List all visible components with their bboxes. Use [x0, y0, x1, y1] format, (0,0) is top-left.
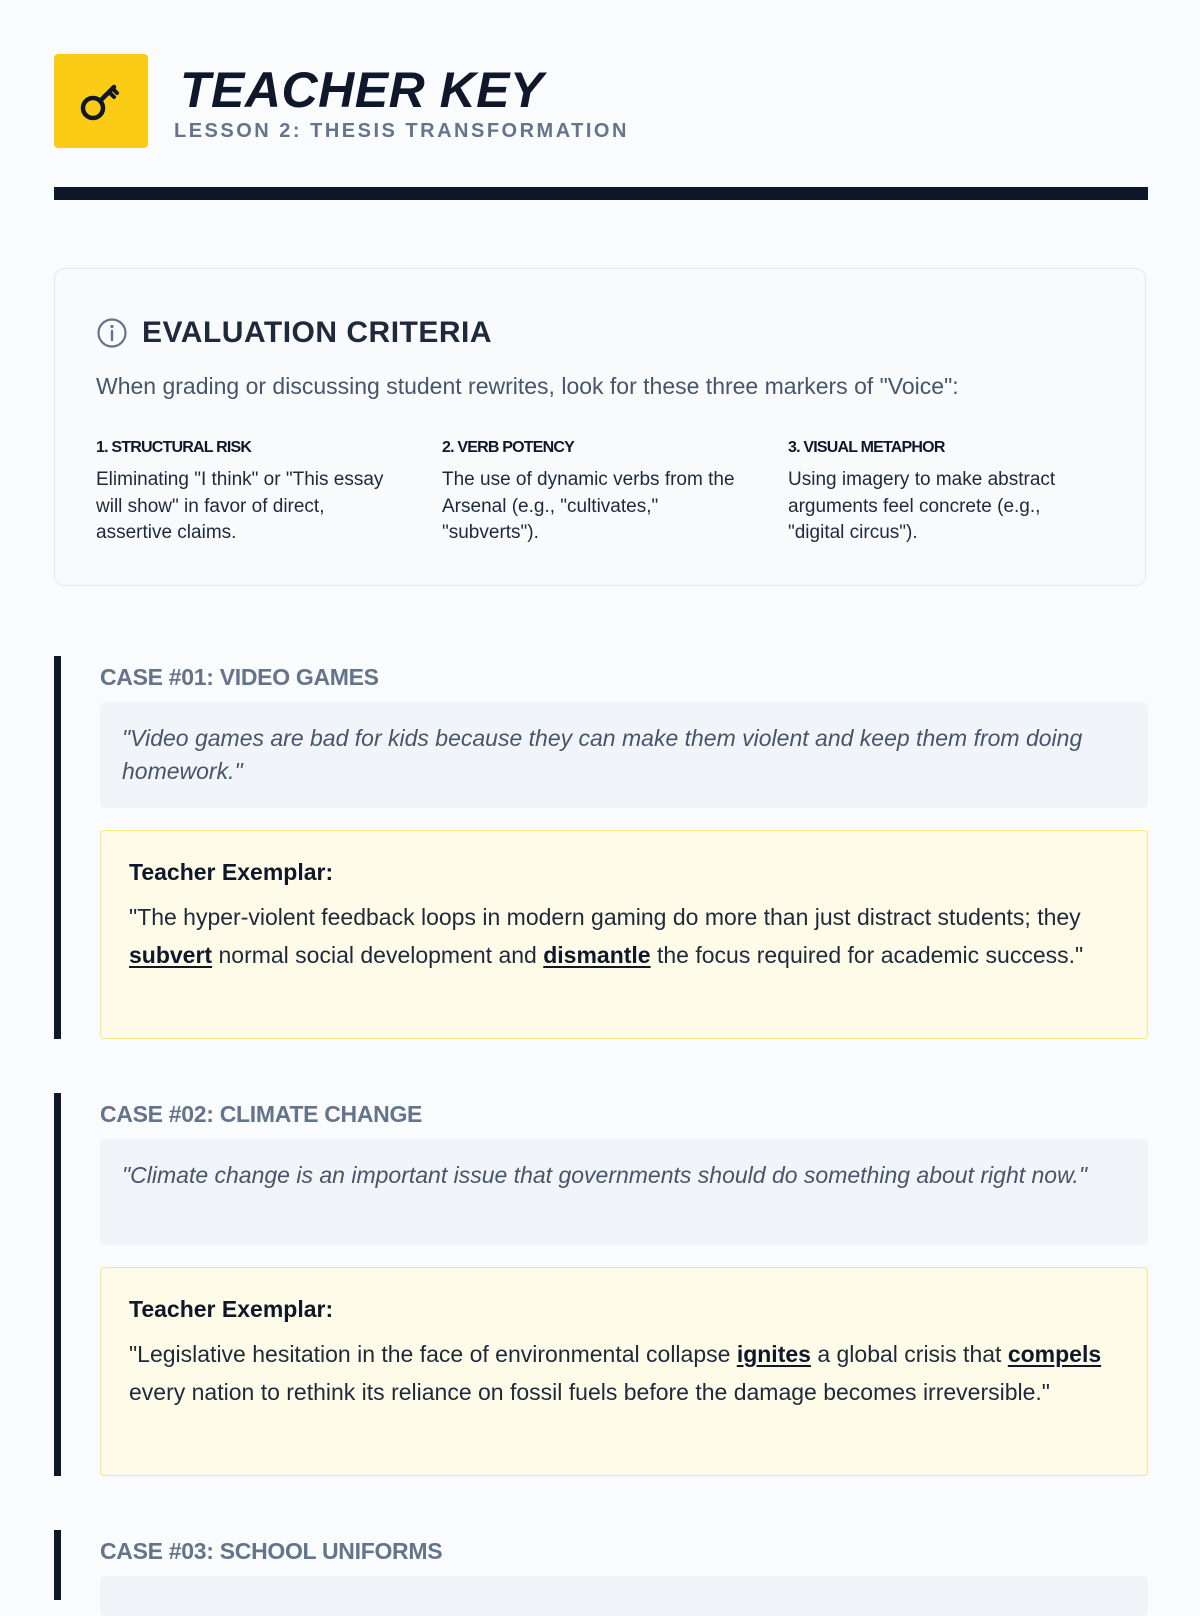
exemplar-text: [129, 1335, 1119, 1411]
case-title: CASE #03: SCHOOL UNIFORMS: [100, 1538, 443, 1564]
case-title: CASE #01: VIDEO GAMES: [100, 664, 379, 690]
criterion-body: Eliminating "I think" or "This essay will show" in favor of direct, assertive claims.: [96, 469, 384, 543]
case-accent-bar: [54, 1093, 61, 1476]
teacher-exemplar: [100, 1267, 1148, 1476]
exemplar-text-part: "Legislative hesitation in the face of environmental collapse: [129, 1341, 737, 1367]
criteria-intro: When grading or discussing student rewrites, look for these three markers of "Voice":: [96, 373, 959, 399]
criterion-body: Using imagery to make abstract arguments feel concrete (e.g., "digital circus").: [788, 469, 1056, 543]
exemplar-text-part: normal social development and: [212, 942, 544, 968]
student-prompt: "Video games are bad for kids because they can make them violent and keep them from doing homework.": [100, 702, 1148, 808]
case-accent-bar: [54, 656, 61, 1039]
logo-badge: [54, 54, 148, 148]
criterion-visual-metaphor: [788, 439, 1088, 547]
exemplar-label: Teacher Exemplar:: [129, 1296, 334, 1322]
page-title: TEACHER KEY: [180, 62, 544, 118]
case-title: CASE #02: CLIMATE CHANGE: [100, 1101, 423, 1127]
highlighted-verb: dismantle: [543, 942, 651, 968]
exemplar-text-part: every nation to rethink its reliance on fossil fuels before the damage becomes irreversible.": [129, 1379, 1050, 1405]
criteria-heading: [96, 315, 492, 351]
teacher-exemplar: [100, 830, 1148, 1039]
info-icon: [96, 317, 128, 349]
exemplar-text-part: "The hyper-violent feedback loops in modern gaming do more than just distract students; they: [129, 904, 1081, 930]
student-prompt: "Climate change is an important issue that governments should do something about right now.": [100, 1139, 1148, 1245]
exemplar-text-part: the focus required for academic success.": [650, 942, 1084, 968]
evaluation-criteria-panel: [54, 268, 1146, 586]
page-subtitle: LESSON 2: THESIS TRANSFORMATION: [174, 120, 629, 142]
header-divider: [54, 187, 1148, 200]
criterion-heading: 3. VISUAL METAPHOR: [788, 439, 945, 456]
exemplar-text-part: a global crisis that: [810, 1341, 1008, 1367]
case-card-school-uniforms: [54, 1530, 1148, 1600]
case-accent-bar: [54, 1530, 61, 1600]
key-icon: [73, 73, 129, 129]
criterion-heading: 2. VERB POTENCY: [442, 439, 575, 456]
highlighted-verb: ignites: [736, 1341, 811, 1367]
exemplar-text: [129, 898, 1119, 974]
case-card-climate-change: [54, 1093, 1148, 1476]
highlighted-verb: compels: [1007, 1341, 1102, 1367]
highlighted-verb: subvert: [129, 942, 213, 968]
exemplar-label: Teacher Exemplar:: [129, 859, 334, 885]
page-header: [54, 54, 1148, 148]
case-card-video-games: [54, 656, 1148, 1039]
student-prompt: [100, 1576, 1148, 1616]
criterion-structural-risk: [96, 439, 396, 547]
criterion-verb-potency: [442, 439, 742, 547]
criteria-title: EVALUATION CRITERIA: [142, 316, 493, 349]
criterion-body: The use of dynamic verbs from the Arsenal (e.g., "cultivates," "subverts").: [442, 469, 735, 543]
criterion-heading: 1. STRUCTURAL RISK: [96, 439, 252, 456]
